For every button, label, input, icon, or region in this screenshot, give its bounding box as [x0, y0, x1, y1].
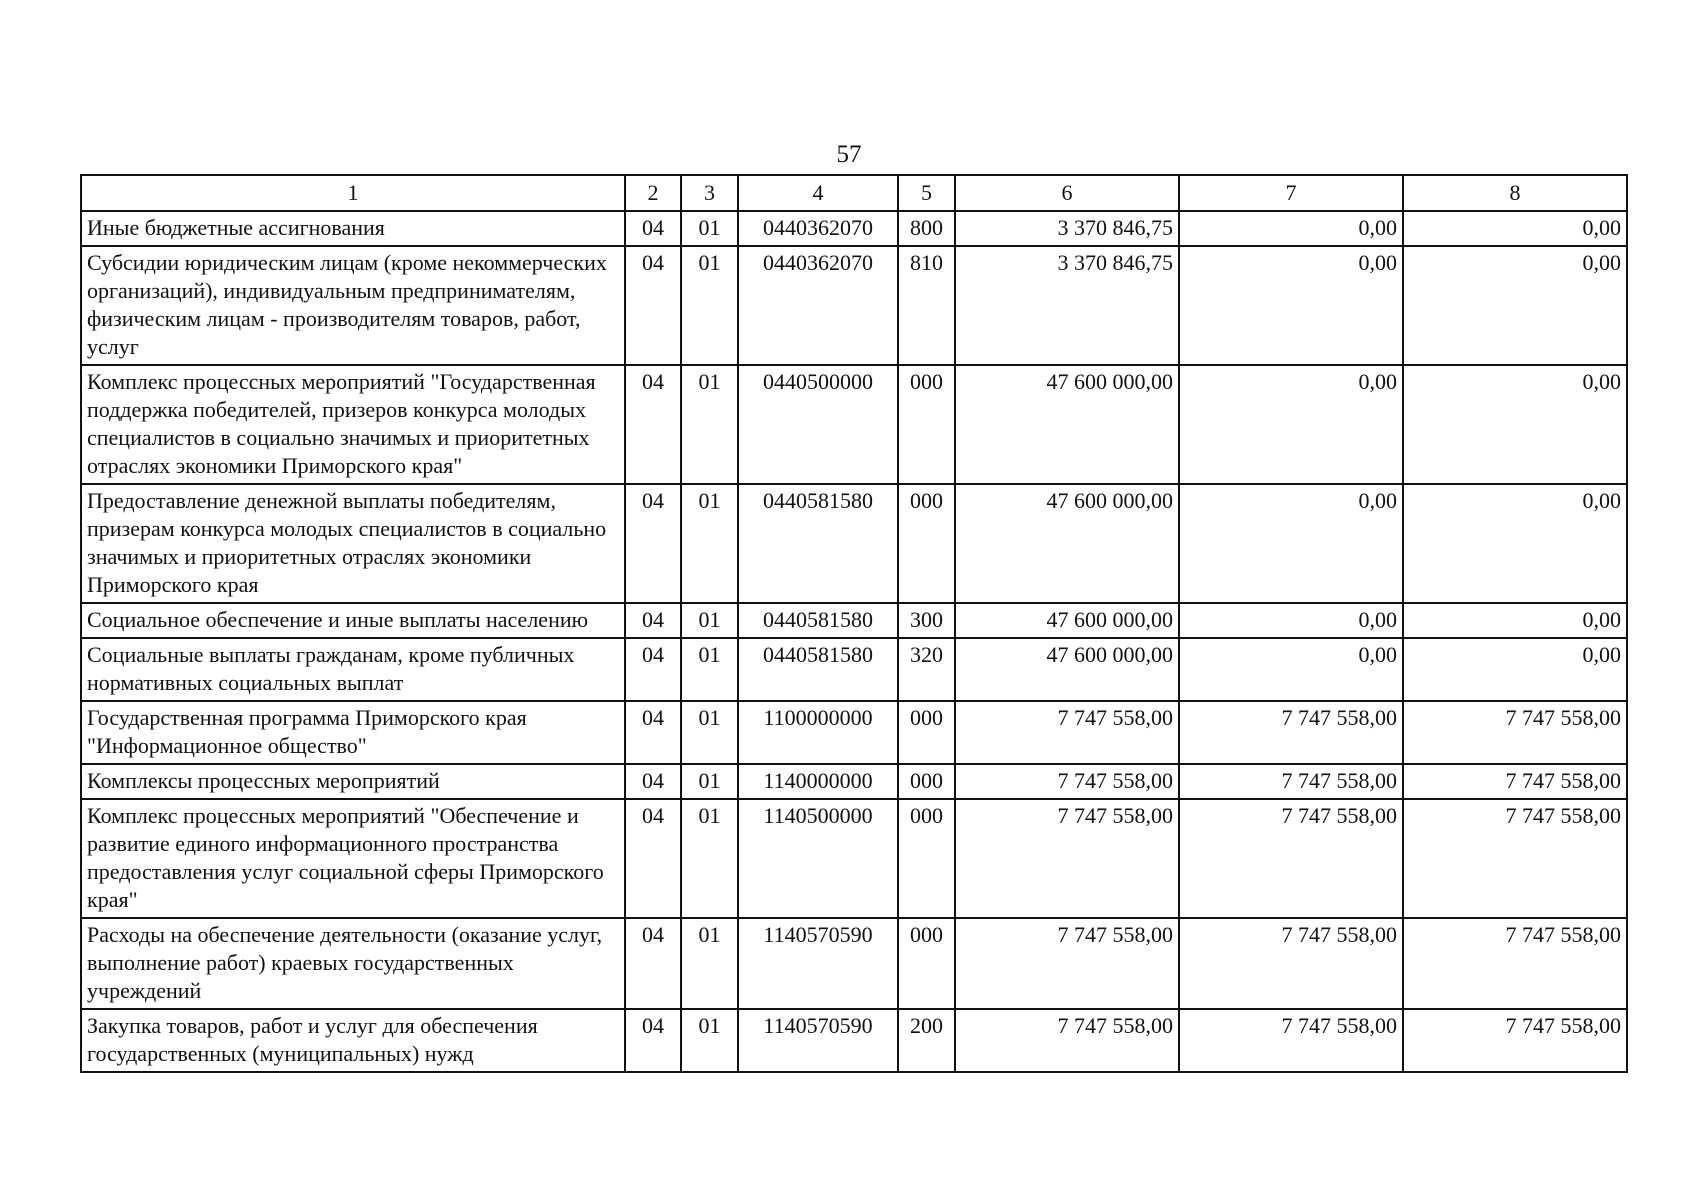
row-name-cell: Закупка товаров, работ и услуг для обеспечения государственных (муниципальных) нужд: [81, 1009, 625, 1072]
header-cell: 7: [1179, 175, 1403, 211]
header-cell: 8: [1403, 175, 1627, 211]
row-code-cell: 000: [898, 701, 955, 764]
budget-table: [80, 174, 1628, 1073]
row-code-cell: 01: [681, 484, 738, 603]
row-name-cell: Социальные выплаты гражданам, кроме публичных нормативных социальных выплат: [81, 638, 625, 701]
row-code-cell: 1140000000: [738, 764, 898, 799]
row-code-cell: 01: [681, 1009, 738, 1072]
row-code-cell: 000: [898, 799, 955, 918]
row-name-cell: Субсидии юридическим лицам (кроме некоммерческих организаций), индивидуальным предпринимателям, физическим лицам - производителям товаров, работ, услуг: [81, 246, 625, 365]
row-code-cell: 0440362070: [738, 246, 898, 365]
row-code-cell: 01: [681, 603, 738, 638]
row-name-cell: Комплексы процессных мероприятий: [81, 764, 625, 799]
row-amount-cell: 3 370 846,75: [955, 246, 1179, 365]
row-code-cell: 01: [681, 638, 738, 701]
row-code-cell: 200: [898, 1009, 955, 1072]
row-amount-cell: 0,00: [1179, 365, 1403, 484]
row-name-cell: Расходы на обеспечение деятельности (оказание услуг, выполнение работ) краевых государственных учреждений: [81, 918, 625, 1009]
row-amount-cell: 0,00: [1403, 603, 1627, 638]
row-amount-cell: 0,00: [1403, 246, 1627, 365]
row-code-cell: 01: [681, 365, 738, 484]
row-amount-cell: 7 747 558,00: [1179, 764, 1403, 799]
row-code-cell: 04: [625, 638, 681, 701]
row-code-cell: 04: [625, 799, 681, 918]
row-name-cell: Предоставление денежной выплаты победителям, призерам конкурса молодых специалистов в социально значимых и приоритетных отраслях экономики Приморского края: [81, 484, 625, 603]
row-code-cell: 320: [898, 638, 955, 701]
row-code-cell: 000: [898, 484, 955, 603]
row-amount-cell: 7 747 558,00: [1179, 701, 1403, 764]
row-amount-cell: 7 747 558,00: [1403, 701, 1627, 764]
row-code-cell: 0440362070: [738, 211, 898, 246]
header-cell: 5: [898, 175, 955, 211]
row-amount-cell: 7 747 558,00: [955, 764, 1179, 799]
row-amount-cell: 3 370 846,75: [955, 211, 1179, 246]
row-amount-cell: 0,00: [1179, 638, 1403, 701]
row-code-cell: 01: [681, 246, 738, 365]
row-name-cell: Государственная программа Приморского края "Информационное общество": [81, 701, 625, 764]
table-row: [81, 211, 1627, 246]
row-code-cell: 000: [898, 918, 955, 1009]
row-amount-cell: 7 747 558,00: [1403, 799, 1627, 918]
row-code-cell: 1140570590: [738, 1009, 898, 1072]
row-amount-cell: 7 747 558,00: [1179, 1009, 1403, 1072]
row-amount-cell: 7 747 558,00: [955, 918, 1179, 1009]
table-row: [81, 918, 1627, 1009]
row-code-cell: 800: [898, 211, 955, 246]
row-code-cell: 0440500000: [738, 365, 898, 484]
row-name-cell: Иные бюджетные ассигнования: [81, 211, 625, 246]
row-code-cell: 04: [625, 1009, 681, 1072]
row-code-cell: 01: [681, 918, 738, 1009]
row-amount-cell: 7 747 558,00: [1179, 799, 1403, 918]
header-row: [81, 175, 1627, 211]
row-amount-cell: 0,00: [1403, 211, 1627, 246]
row-code-cell: 01: [681, 701, 738, 764]
row-code-cell: 0440581580: [738, 638, 898, 701]
row-name-cell: Социальное обеспечение и иные выплаты населению: [81, 603, 625, 638]
row-amount-cell: 47 600 000,00: [955, 603, 1179, 638]
header-cell: 1: [81, 175, 625, 211]
table-row: [81, 603, 1627, 638]
row-code-cell: 810: [898, 246, 955, 365]
row-code-cell: 01: [681, 799, 738, 918]
header-cell: 4: [738, 175, 898, 211]
row-amount-cell: 7 747 558,00: [955, 701, 1179, 764]
header-cell: 3: [681, 175, 738, 211]
row-amount-cell: 7 747 558,00: [1403, 918, 1627, 1009]
row-amount-cell: 0,00: [1179, 246, 1403, 365]
row-name-cell: Комплекс процессных мероприятий "Обеспечение и развитие единого информационного пространства предоставления услуг социальной сферы Приморского края": [81, 799, 625, 918]
row-amount-cell: 0,00: [1179, 211, 1403, 246]
row-code-cell: 000: [898, 365, 955, 484]
row-code-cell: 1100000000: [738, 701, 898, 764]
row-amount-cell: 0,00: [1403, 638, 1627, 701]
row-code-cell: 04: [625, 603, 681, 638]
row-code-cell: 04: [625, 211, 681, 246]
table-row: [81, 1009, 1627, 1072]
row-name-cell: Комплекс процессных мероприятий "Государственная поддержка победителей, призеров конкурса молодых специалистов в социально значимых и приоритетных отраслях экономики Приморского края": [81, 365, 625, 484]
table-row: [81, 764, 1627, 799]
table-row: [81, 799, 1627, 918]
table-row: [81, 638, 1627, 701]
row-amount-cell: 47 600 000,00: [955, 484, 1179, 603]
row-code-cell: 04: [625, 365, 681, 484]
row-amount-cell: 47 600 000,00: [955, 365, 1179, 484]
row-amount-cell: 7 747 558,00: [955, 1009, 1179, 1072]
row-amount-cell: 0,00: [1179, 603, 1403, 638]
row-amount-cell: 0,00: [1179, 484, 1403, 603]
row-code-cell: 04: [625, 246, 681, 365]
row-code-cell: 04: [625, 918, 681, 1009]
table-row: [81, 701, 1627, 764]
row-code-cell: 300: [898, 603, 955, 638]
row-code-cell: 04: [625, 484, 681, 603]
row-code-cell: 04: [625, 701, 681, 764]
row-amount-cell: 0,00: [1403, 484, 1627, 603]
row-amount-cell: 7 747 558,00: [1403, 1009, 1627, 1072]
table-row: [81, 365, 1627, 484]
page-number: 57: [836, 141, 862, 168]
row-amount-cell: 47 600 000,00: [955, 638, 1179, 701]
row-code-cell: 01: [681, 211, 738, 246]
row-code-cell: 04: [625, 764, 681, 799]
table-row: [81, 484, 1627, 603]
row-code-cell: 000: [898, 764, 955, 799]
row-code-cell: 1140570590: [738, 918, 898, 1009]
row-amount-cell: 7 747 558,00: [955, 799, 1179, 918]
row-amount-cell: 0,00: [1403, 365, 1627, 484]
header-cell: 6: [955, 175, 1179, 211]
table-row: [81, 246, 1627, 365]
row-code-cell: 1140500000: [738, 799, 898, 918]
row-amount-cell: 7 747 558,00: [1403, 764, 1627, 799]
row-amount-cell: 7 747 558,00: [1179, 918, 1403, 1009]
row-code-cell: 0440581580: [738, 603, 898, 638]
row-code-cell: 0440581580: [738, 484, 898, 603]
row-code-cell: 01: [681, 764, 738, 799]
header-cell: 2: [625, 175, 681, 211]
